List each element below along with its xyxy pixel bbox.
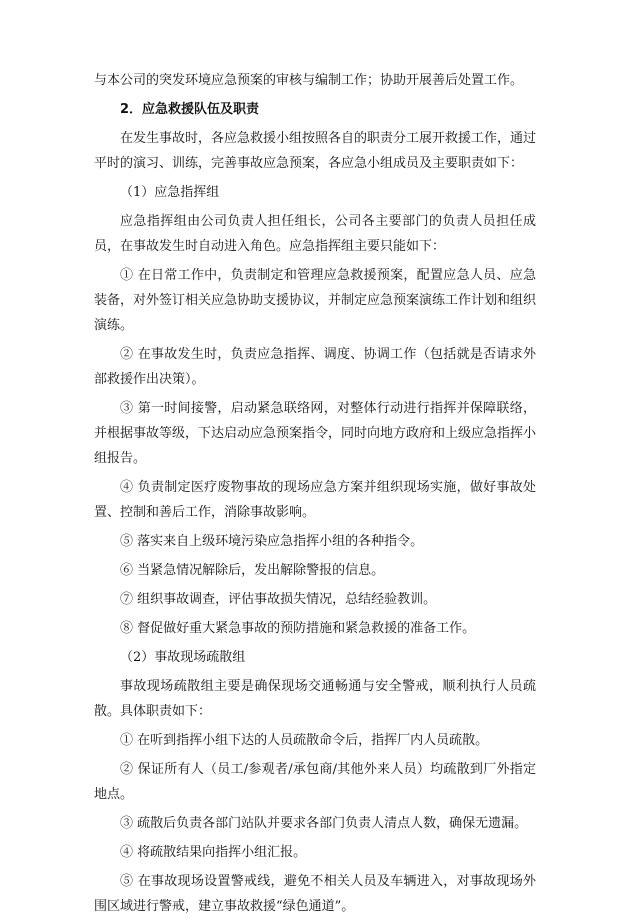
list-item: ② 保证所有人（员工/参观者/承包商/其他外来人员）均疏散到厂外指定地点。 <box>94 762 536 802</box>
list-item: ③ 疏散后负责各部门站队并要求各部门负责人清点人数，确保无遗漏。 <box>120 816 528 831</box>
list-item: ⑥ 当紧急情况解除后，发出解除警报的信息。 <box>120 563 385 578</box>
paragraph: 应急指挥组由公司负责人担任组长，公司各主要部门的负责人员担任成员，在事故发生时自动进入角色。应急指挥组主要只能如下： <box>94 214 536 254</box>
paragraph: 在发生事故时，各应急救援小组按照各自的职责分工展开救援工作，通过平时的演习、训练，完善事故应急预案，各应急小组成员及主要职责如下： <box>94 131 537 171</box>
paragraph: 事故现场疏散组主要是确保现场交通畅通与安全警戒，顺利执行人员疏散。具体职责如下： <box>94 679 536 719</box>
list-item: ⑤ 落实来自上级环境污染应急指挥小组的各种指令。 <box>120 534 424 549</box>
list-item: ⑦ 组织事故调查，评估事故损失情况，总结经验教训。 <box>120 592 437 607</box>
document-body <box>94 68 536 923</box>
subsection-heading: （1）应急指挥组 <box>120 185 220 200</box>
list-item: ⑧ 督促做好重大紧急事故的预防措施和紧急救援的准备工作。 <box>120 621 476 636</box>
list-item: ① 在日常工作中，负责制定和管理应急救援预案，配置应急人员、应急装备，对外签订相关应急协助支援协议，并制定应急预案演练工作计划和组织演练。 <box>94 268 537 333</box>
subsection-heading: （2）事故现场疏散组 <box>120 650 246 665</box>
list-item: ② 在事故发生时，负责应急指挥、调度、协调工作（包括就是否请求外部救援作出决策）。 <box>94 347 536 387</box>
paragraph-continuation: 与本公司的突发环境应急预案的审核与编制工作；协助开展善后处置工作。 <box>94 73 524 88</box>
list-item: ④ 负责制定医疗废物事故的现场应急方案并组织现场实施，做好事故处置、控制和善后工作，消除事故影响。 <box>94 480 536 520</box>
list-item: ③ 第一时间接警，启动紧急联络网，对整体行动进行指挥并保障联络，并根据事故等级，下达启动应急预案指令，同时向地方政府和上级应急指挥小组报告。 <box>94 401 537 466</box>
list-item: ④ 将疏散结果向指挥小组汇报。 <box>120 845 307 860</box>
section-heading: 2．应急救援队伍及职责 <box>120 102 260 117</box>
list-item: ① 在听到指挥小组下达的人员疏散命令后，指挥厂内人员疏散。 <box>120 733 489 748</box>
list-item: ⑤ 在事故现场设置警戒线，避免不相关人员及车辆进入，对事故现场外围区域进行警戒，建立事故救援“绿色通道”。 <box>94 874 536 914</box>
